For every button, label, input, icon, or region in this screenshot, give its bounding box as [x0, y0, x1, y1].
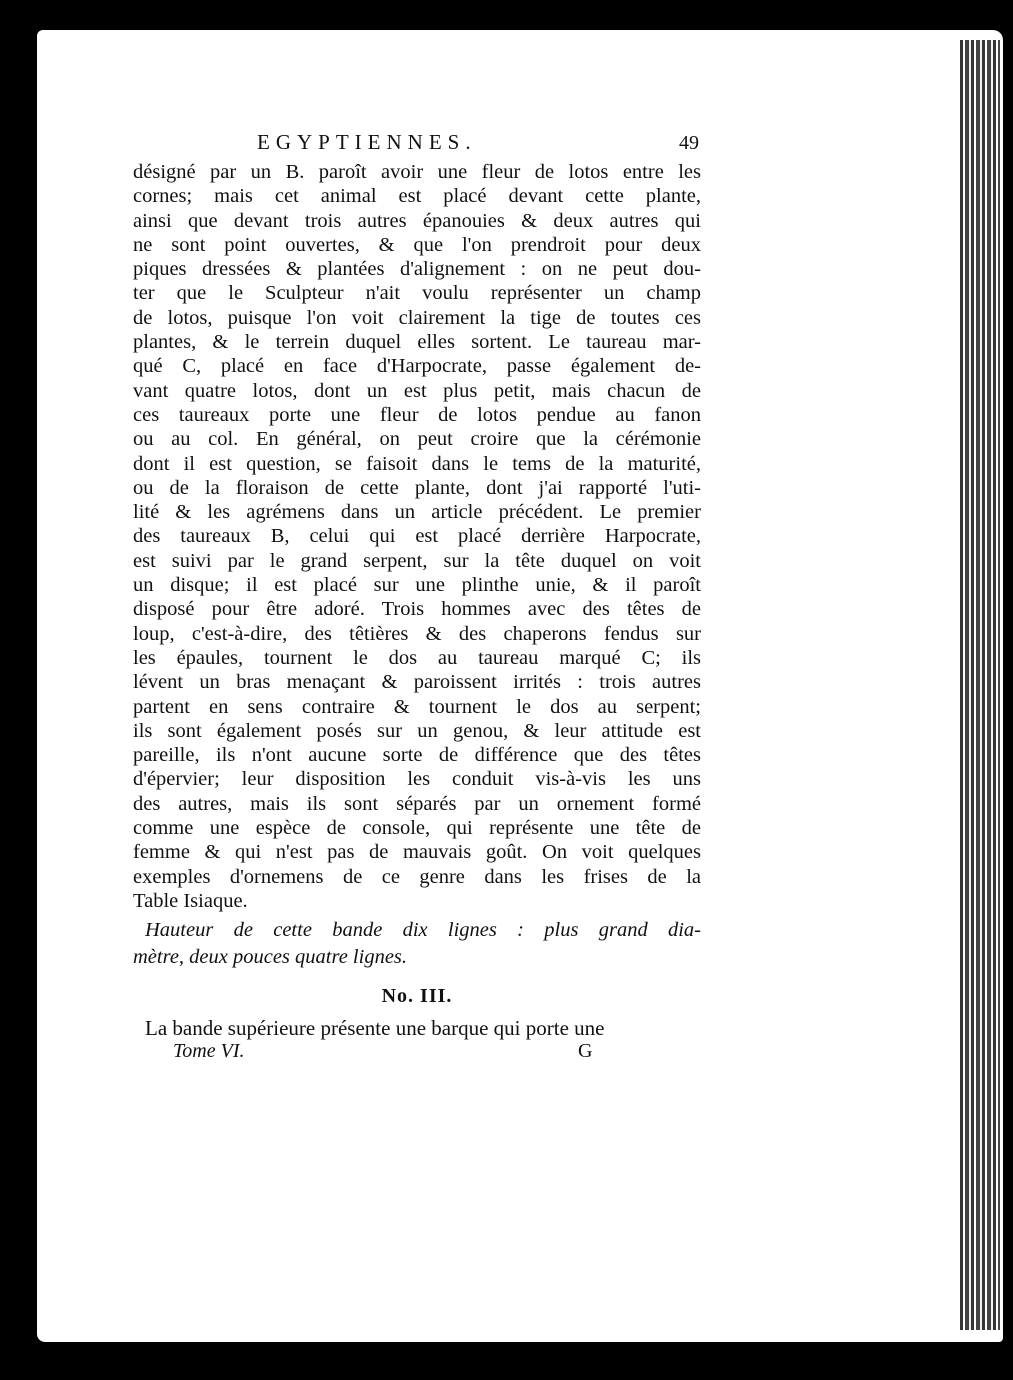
body-line: les épaules, tournent le dos au taureau marqué C; ils	[133, 646, 701, 669]
body-line: ces taureaux porte une fleur de lotos pendue au fanon	[133, 403, 701, 426]
body-line: Table Isiaque.	[133, 889, 248, 912]
body-line: ils sont également posés sur un genou, & leur attitude est	[133, 719, 701, 742]
body-line: femme & qui n'est pas de mauvais goût. On voit quelques	[133, 841, 701, 864]
body-line: ou de la floraison de cette plante, dont j'ai rapporté l'uti-	[133, 476, 701, 499]
body-line: ainsi que devant trois autres épanouies & deux autres qui	[133, 209, 701, 232]
body-line: qué C, placé en face d'Harpocrate, passe également de-	[133, 355, 701, 378]
body-line: partent en sens contraire & tournent le dos au serpent;	[133, 695, 701, 718]
body-line: d'épervier; leur disposition les conduit vis-à-vis les uns	[133, 768, 701, 791]
body-line: vant quatre lotos, dont un est plus petit, mais chacun de	[133, 379, 701, 402]
body-line: un disque; il est placé sur une plinthe unie, & il paroît	[133, 574, 701, 597]
page-footer	[133, 1040, 701, 1066]
body-line: de lotos, puisque l'on voit clairement la tige de toutes ces	[133, 306, 701, 329]
body-line: piques dressées & plantées d'alignement : on ne peut dou-	[133, 258, 701, 281]
signature-mark: G	[578, 1040, 593, 1063]
dimension-note-line: Hauteur de cette bande dix lignes : plus grand dia-	[145, 919, 701, 942]
body-text	[133, 160, 701, 913]
page-number: 49	[679, 132, 699, 154]
body-line: lité & les agrémens dans un article précédent. Le premier	[133, 501, 701, 524]
body-line: exemples d'ornemens de ce genre dans les frises de la	[133, 865, 701, 888]
body-line: ne sont point ouvertes, & que l'on prendroit pour deux	[133, 233, 701, 256]
body-line: lévent un bras menaçant & paroissent irrités : trois autres	[133, 671, 701, 694]
body-line: dont il est question, se faisoit dans le tems de la maturité,	[133, 452, 701, 475]
running-head-title: EGYPTIENNES.	[257, 130, 477, 154]
running-head	[133, 130, 701, 160]
dimension-note	[133, 917, 701, 971]
body-line: ou au col. En général, on peut croire que la cérémonie	[133, 428, 701, 451]
continuation-line: La bande supérieure présente une barque qui porte une	[145, 1016, 605, 1041]
body-line: des autres, mais ils sont séparés par un ornement formé	[133, 792, 701, 815]
body-line: désigné par un B. paroît avoir une fleur de lotos entre les	[133, 161, 701, 183]
body-line: comme une espèce de console, qui représente une tête de	[133, 817, 701, 840]
body-line: disposé pour être adoré. Trois hommes avec des têtes de	[133, 598, 701, 621]
text-block	[133, 130, 701, 1066]
body-line: ter que le Sculpteur n'ait voulu représenter un champ	[133, 282, 701, 305]
body-line: loup, c'est-à-dire, des têtières & des chaperons fendus sur	[133, 622, 701, 645]
body-line: est suivi par le grand serpent, sur la tête duquel on voit	[133, 549, 701, 572]
dimension-note-line: mètre, deux pouces quatre lignes.	[133, 946, 408, 969]
body-line: des taureaux B, celui qui est placé derrière Harpocrate,	[133, 525, 701, 548]
section-heading: No. III.	[381, 985, 453, 1008]
body-line: cornes; mais cet animal est placé devant cette plante,	[133, 185, 701, 208]
page-edge-shadow	[960, 40, 1000, 1330]
volume-label: Tome VI.	[173, 1040, 245, 1063]
body-line: plantes, & le terrein duquel elles sortent. Le taureau mar-	[133, 331, 701, 354]
body-line: pareille, ils n'ont aucune sorte de différence que des têtes	[133, 744, 701, 767]
